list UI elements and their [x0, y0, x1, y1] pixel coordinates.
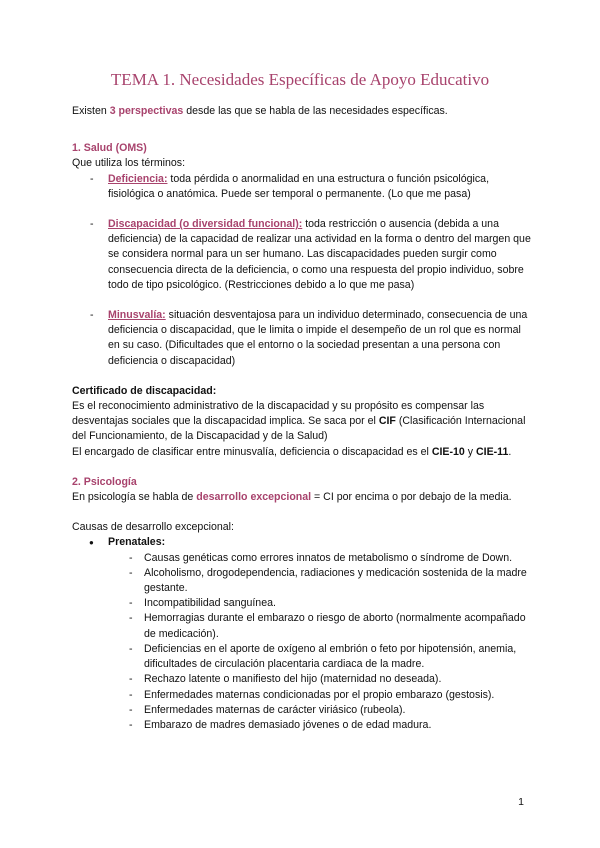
document-title: TEMA 1. Necesidades Específicas de Apoyo Educativo [110, 70, 490, 89]
intro-post: desde las que se habla de las necesidades específicas. [183, 105, 448, 117]
cert-p2-post: . [508, 445, 512, 458]
prenatal-item: - Enfermedades maternas condicionadas por el propio embarazo (gestosis). [72, 688, 532, 703]
cie11-code: CIE-11 [475, 445, 509, 458]
prenatal-item: - Enfermedades maternas de carácter viriásico (rubeola). [72, 703, 532, 718]
section-psicologia-heading: 2. Psicología [72, 475, 137, 488]
cert-p1-post: (Clasificación Internacional del Funcionamiento, de la Discapacidad y de la Salud) [72, 415, 526, 443]
page-number: 1 [518, 796, 524, 808]
cie10-code: CIE-10 [431, 445, 465, 458]
salud-item-discapacidad [72, 217, 532, 293]
psicologia-paragraph [72, 490, 532, 505]
salud-item-deficiencia [72, 172, 532, 202]
cert-p2-pre: El encargado de clasificar entre minusvalía, deficiencia o discapacidad es el [72, 445, 432, 458]
prenatal-item: - Causas genéticas como errores innatos de metabolismo o síndrome de Down. [72, 551, 532, 566]
salud-uses-terms: Que utiliza los términos: [72, 157, 186, 170]
prenatales-bullet: ● Prenatales: [72, 535, 532, 550]
intro-paragraph [72, 104, 532, 119]
def-deficiencia: toda pérdida o anormalidad en una estructura o función psicológica, fisiológica o anatómica. Puede ser temporal o permanente. (Lo que me pasa) [108, 172, 490, 200]
certificado-paragraph-2 [72, 445, 532, 460]
intro-pre: Existen [72, 105, 110, 117]
prenatal-item: - Hemorragias durante el embarazo o riesgo de aborto (normalmente acompañado de medicación). [72, 611, 532, 641]
document-body [72, 104, 532, 733]
intro-highlight: 3 perspectivas [109, 105, 184, 117]
psi-p-pre: En psicología se habla de [72, 491, 197, 504]
term-deficiencia: Deficiencia: [108, 172, 168, 185]
prenatal-item: - Deficiencias en el aporte de oxígeno al embrión o feto por hipotensión, anemia, dificultades de circulación placentaria cardiaca de la madre. [72, 642, 532, 672]
prenatal-item: - Rechazo latente o manifiesto del hijo (maternidad no deseada). [72, 672, 532, 687]
prenatal-item: - Incompatibilidad sanguínea. [72, 596, 532, 611]
def-minusvalia: situación desventajosa para un individuo determinado, consecuencia de una deficiencia o discapacidad, que le limita o impide el desempeño de un rol que es normal en su caso. (Dificultades que el entorno o la sociedad presentan a una persona con deficiencia o discapacidad) [108, 309, 528, 367]
psi-p-post: = CI por encima o por debajo de la media. [311, 491, 512, 504]
def-discapacidad: toda restricción o ausencia (debida a una deficiencia) de la capacidad de realizar una actividad en la forma o dentro del margen que se considera normal para un ser humano. Las discapacidades pueden surgir como consecuencia directa de la deficiencia, o como una respuesta del propio individuo, sobre todo de tipo psicológico. (Restricciones debido a lo que me pasa) [108, 218, 531, 291]
cert-p1-pre: Es el reconocimiento administrativo de la discapacidad y su propósito es compensar las desventajas sociales que la discapacidad implica. Se saca por el [72, 400, 485, 428]
term-discapacidad: Discapacidad (o diversidad funcional): [108, 218, 303, 231]
prenatal-item: - Alcoholismo, drogodependencia, radiaciones y medicación sostenida de la madre gestante. [72, 566, 532, 596]
cif-acronym: CIF [378, 415, 396, 428]
term-minusvalia: Minusvalía: [108, 309, 166, 322]
certificado-heading: Certificado de discapacidad: [72, 384, 217, 397]
prenatal-item: - Embarazo de madres demasiado jóvenes o de edad madura. [72, 718, 532, 733]
section-salud-heading: 1. Salud (OMS) [72, 142, 147, 155]
causas-label: Causas de desarrollo excepcional: [72, 521, 234, 534]
cert-p2-mid: y [464, 445, 476, 458]
certificado-paragraph-1 [72, 399, 532, 445]
salud-item-minusvalia [72, 308, 532, 369]
psi-highlight: desarrollo excepcional [196, 491, 312, 504]
